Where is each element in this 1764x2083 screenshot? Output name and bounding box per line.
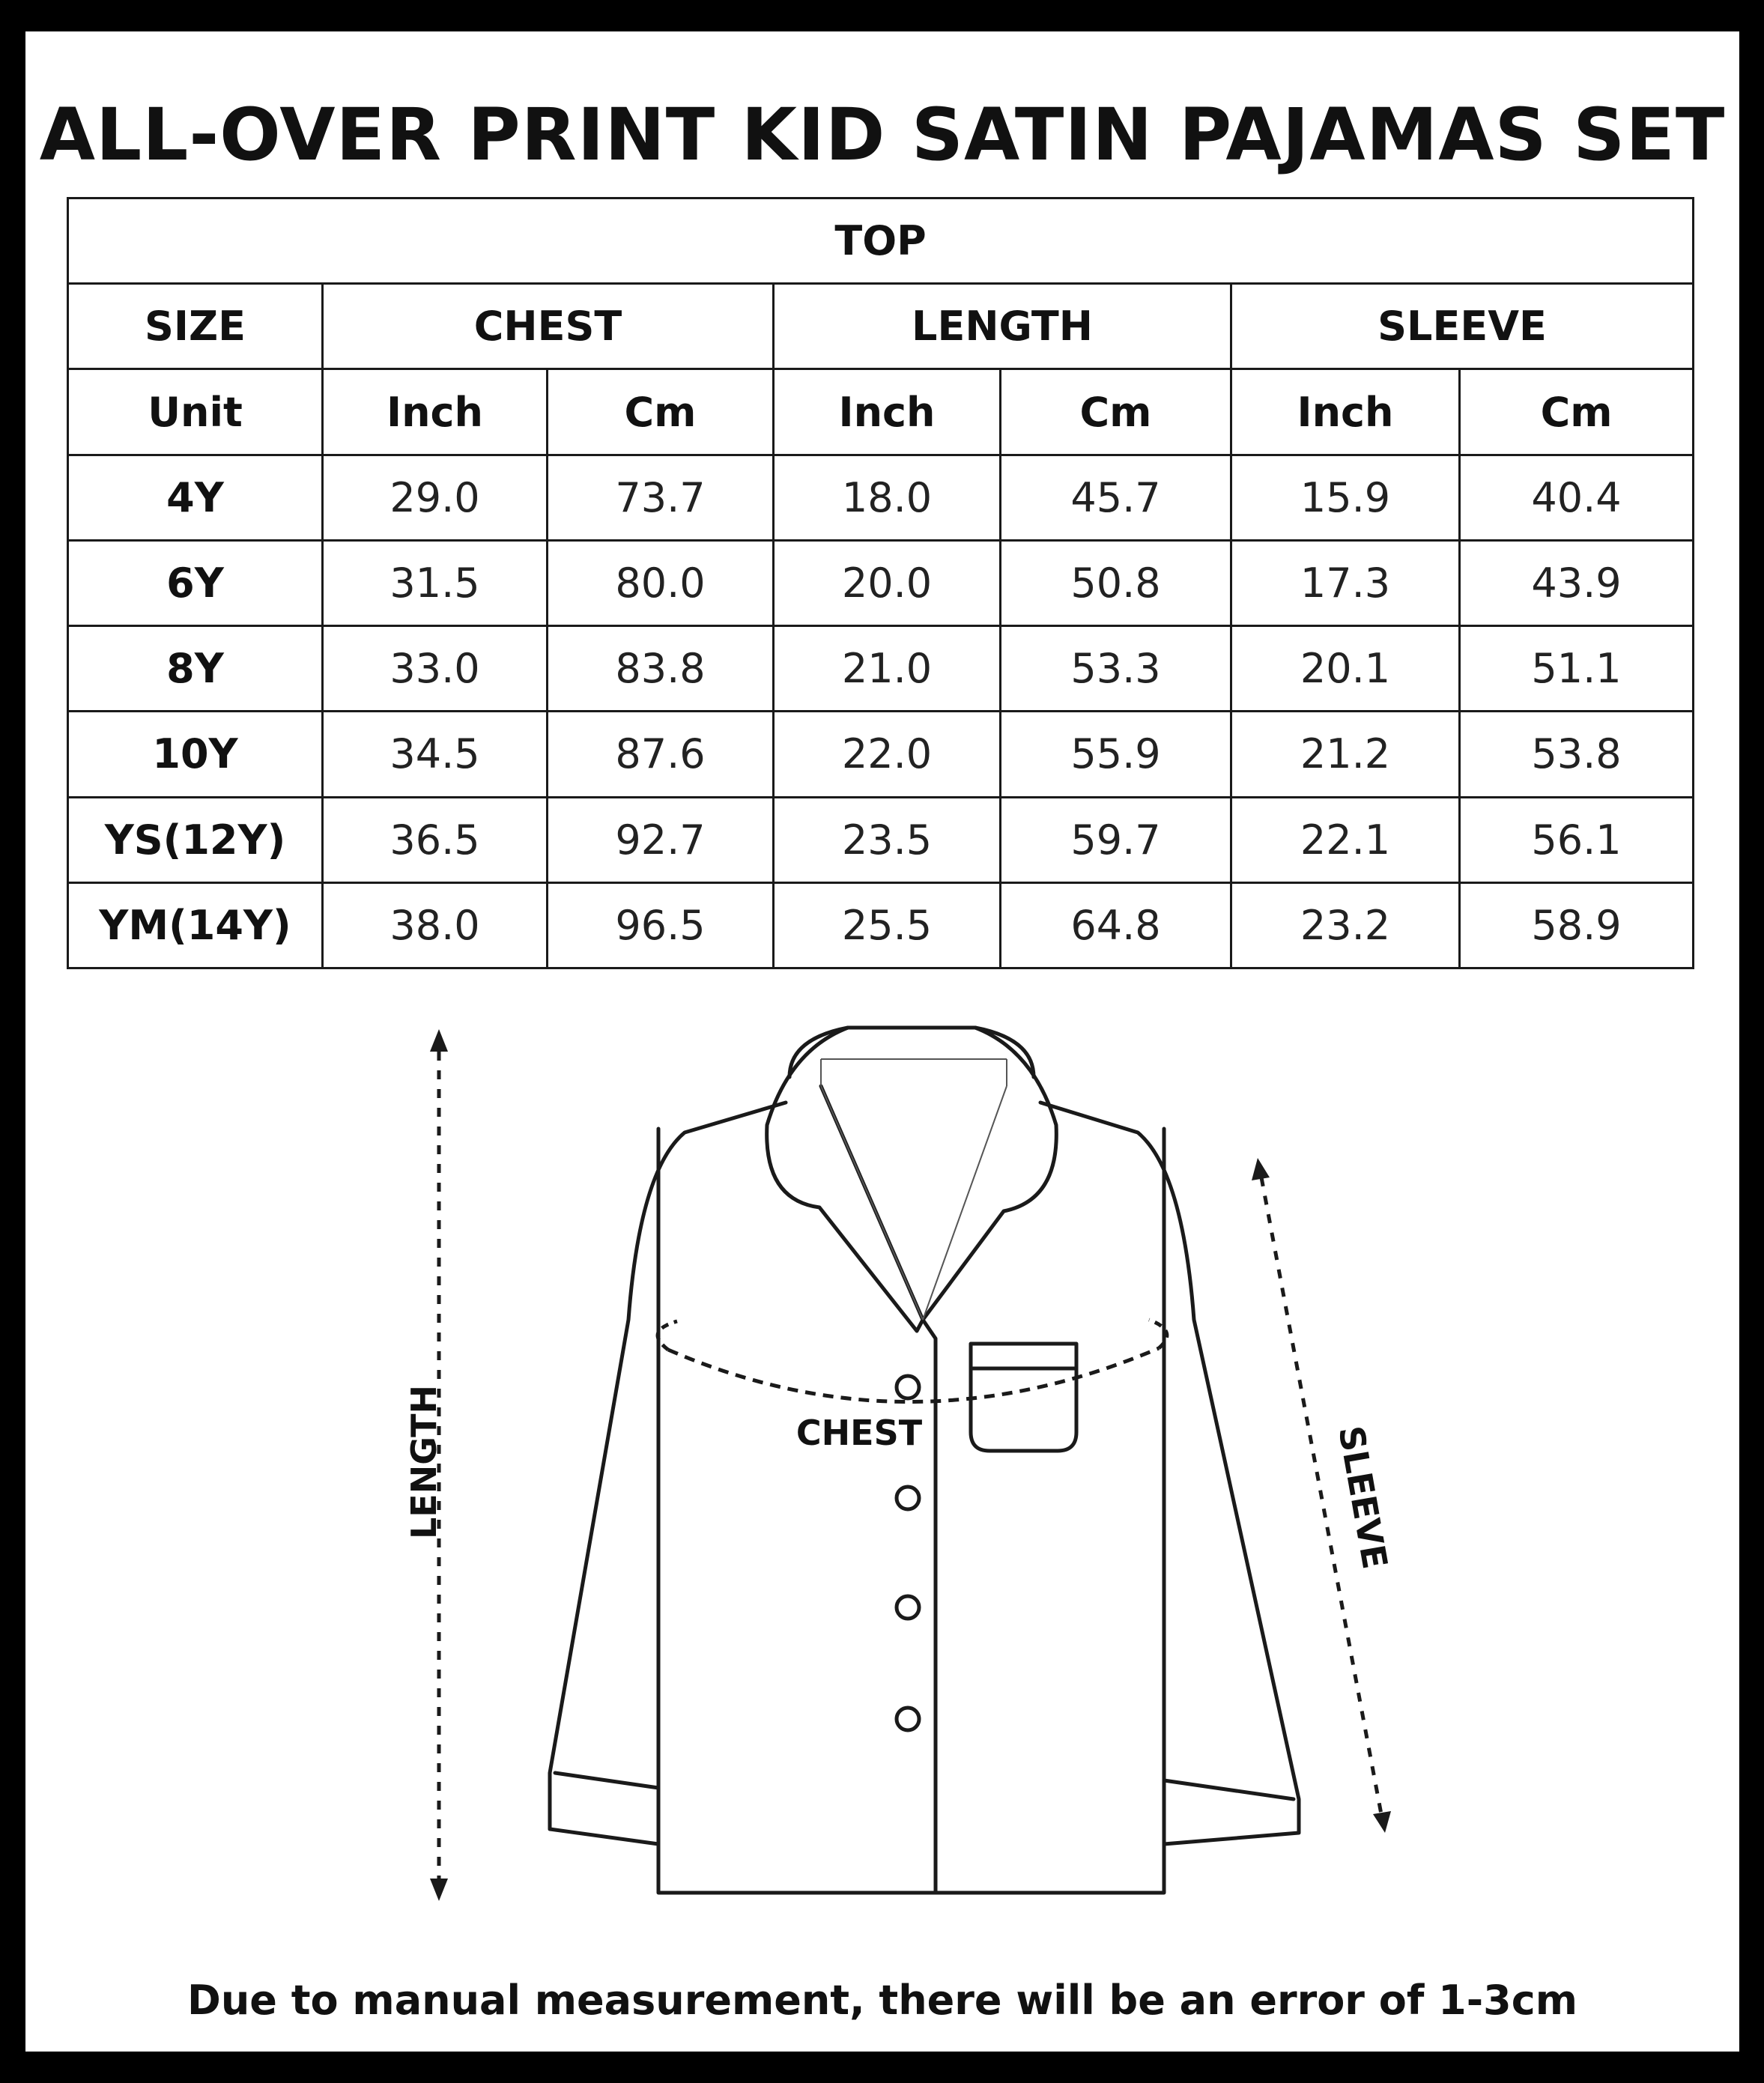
chest-header: CHEST — [323, 284, 774, 369]
size-cell: 10Y — [68, 712, 323, 797]
collar-back — [789, 1028, 1034, 1077]
value-cell: 22.1 — [1231, 797, 1460, 882]
value-cell: 22.0 — [774, 712, 1001, 797]
chest-measure-line — [668, 1348, 1159, 1402]
value-cell: 29.0 — [323, 455, 548, 540]
arrow-down-icon — [1373, 1811, 1391, 1833]
value-cell: 43.9 — [1460, 540, 1694, 625]
value-cell: 21.0 — [774, 626, 1001, 712]
unit-cell: Cm — [548, 369, 774, 455]
value-cell: 53.3 — [1001, 626, 1231, 712]
value-cell: 23.5 — [774, 797, 1001, 882]
value-cell: 58.9 — [1460, 882, 1694, 968]
value-cell: 56.1 — [1460, 797, 1694, 882]
value-cell: 53.8 — [1460, 712, 1694, 797]
size-cell: YM(14Y) — [68, 882, 323, 968]
value-cell: 50.8 — [1001, 540, 1231, 625]
arrow-up-icon — [1252, 1158, 1270, 1180]
sleeve-label: SLEEVE — [1330, 1422, 1396, 1572]
value-cell: 87.6 — [548, 712, 774, 797]
value-cell: 23.2 — [1231, 882, 1460, 968]
unit-cell: Inch — [774, 369, 1001, 455]
right-sleeve-outline — [1040, 1103, 1299, 1844]
length-header: LENGTH — [774, 284, 1231, 369]
value-cell: 21.2 — [1231, 712, 1460, 797]
chart-title: ALL-OVER PRINT KID SATIN PAJAMAS SET — [39, 93, 1726, 177]
chest-label: CHEST — [795, 1413, 923, 1453]
button-icon — [897, 1376, 919, 1398]
value-cell: 38.0 — [323, 882, 548, 968]
button-icon — [897, 1596, 919, 1619]
value-cell: 31.5 — [323, 540, 548, 625]
size-cell: YS(12Y) — [68, 797, 323, 882]
value-cell: 45.7 — [1001, 455, 1231, 540]
value-cell: 40.4 — [1460, 455, 1694, 540]
value-cell: 73.7 — [548, 455, 774, 540]
left-collar — [767, 1028, 923, 1331]
measurement-note: Due to manual measurement, there will be an error of 1-3cm — [187, 1977, 1577, 2024]
arrow-up-icon — [430, 1029, 448, 1052]
size-cell: 8Y — [68, 626, 323, 712]
placket — [923, 1320, 936, 1893]
shirt-body-outline — [658, 1129, 1164, 1893]
value-cell: 25.5 — [774, 882, 1001, 968]
value-cell: 59.7 — [1001, 797, 1231, 882]
button-icon — [897, 1487, 919, 1509]
unit-label: Unit — [68, 369, 323, 455]
shirt-diagram — [25, 31, 1739, 2052]
value-cell: 92.7 — [548, 797, 774, 882]
value-cell: 55.9 — [1001, 712, 1231, 797]
unit-cell: Cm — [1460, 369, 1694, 455]
arrow-down-icon — [430, 1879, 448, 1901]
unit-cell: Inch — [323, 369, 548, 455]
value-cell: 64.8 — [1001, 882, 1231, 968]
size-header: SIZE — [68, 284, 323, 369]
unit-cell: Cm — [1001, 369, 1231, 455]
right-collar — [923, 1028, 1056, 1320]
section-header: TOP — [68, 198, 1694, 284]
value-cell: 20.1 — [1231, 626, 1460, 712]
size-cell: 6Y — [68, 540, 323, 625]
left-sleeve-outline — [550, 1103, 786, 1844]
value-cell: 83.8 — [548, 626, 774, 712]
unit-cell: Inch — [1231, 369, 1460, 455]
value-cell: 15.9 — [1231, 455, 1460, 540]
value-cell: 51.1 — [1460, 626, 1694, 712]
value-cell: 33.0 — [323, 626, 548, 712]
value-cell: 18.0 — [774, 455, 1001, 540]
value-cell: 36.5 — [323, 797, 548, 882]
button-icon — [897, 1708, 919, 1730]
value-cell: 17.3 — [1231, 540, 1460, 625]
value-cell: 34.5 — [323, 712, 548, 797]
length-label: LENGTH — [404, 1384, 444, 1540]
sleeve-header: SLEEVE — [1231, 284, 1694, 369]
size-cell: 4Y — [68, 455, 323, 540]
size-chart-sheet — [25, 31, 1739, 2052]
value-cell: 20.0 — [774, 540, 1001, 625]
value-cell: 96.5 — [548, 882, 774, 968]
value-cell: 80.0 — [548, 540, 774, 625]
